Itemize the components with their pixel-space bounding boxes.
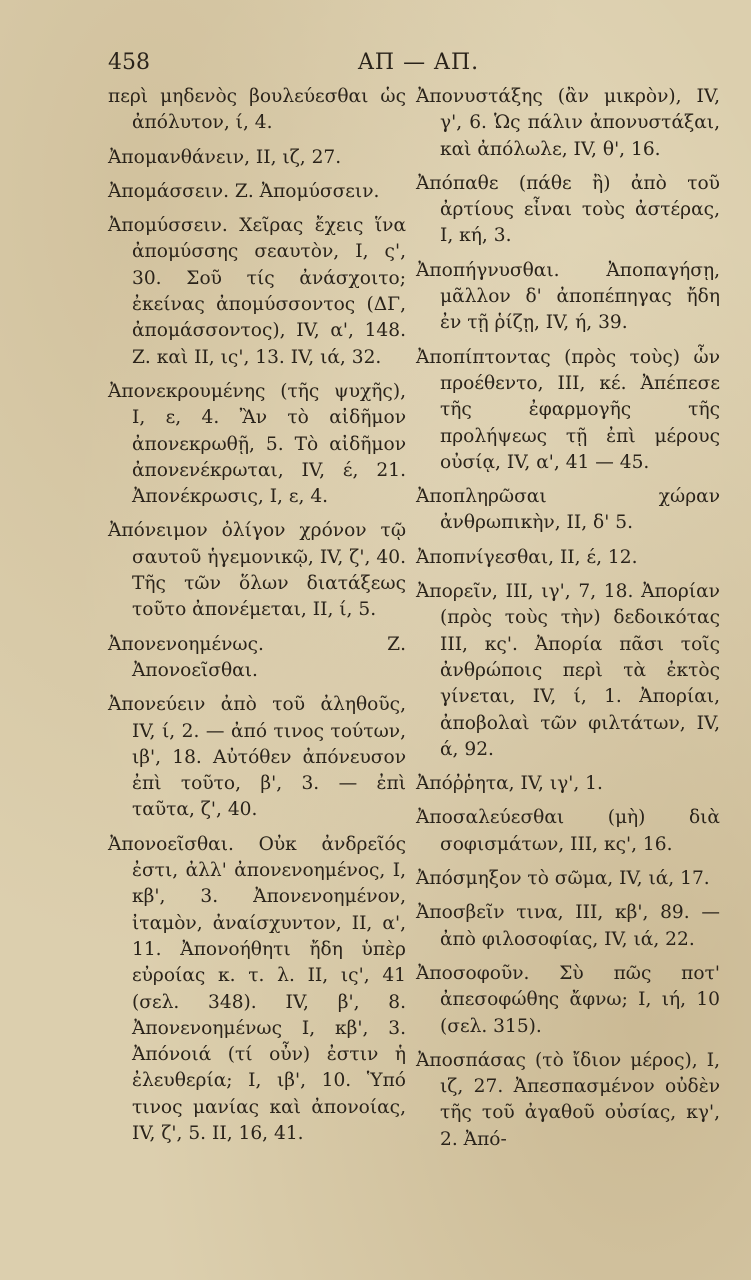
right-column — [416, 84, 720, 1161]
index-entry: Ἀπορεῖν, III, ιγ', 7, 18. Ἀπορίαν (πρὸς τοὺς τὴν) δεδοικότας III, κς'. Ἀπορία πᾶσι τοῖς ἀνθρώποις περὶ τὰ ἐκτὸς γίνεται, IV, ί, 1. Ἀπορίαι, ἀποβολαὶ τῶν φιλτάτων, IV, ά, 92. — [416, 581, 720, 760]
index-entry: Ἀποπνίγεσθαι, II, έ, 12. — [416, 546, 638, 568]
index-entry: Ἀπόῤῥητα, IV, ιγ', 1. — [416, 773, 603, 795]
index-entry: περὶ μηδενὸς βουλεύεσθαι ὡς ἀπόλυτον, ί, 4. — [108, 86, 406, 134]
index-entry: Ἀποσαλεύεσθαι (μὴ) διὰ σοφισμάτων, III, κς', 16. — [416, 807, 720, 855]
index-entry: Ἀπονενοημένως. Ζ. Ἀπονοεῖσθαι. — [108, 633, 406, 681]
index-entry: Ἀπόνειμον ὀλίγον χρόνον τῷ σαυτοῦ ἡγεμονικῷ, IV, ζ', 40. Τῆς τῶν ὅλων διατάξεως τοῦτο ἀπονέμεται, II, ί, 5. — [108, 520, 406, 621]
page-header — [108, 50, 708, 84]
index-entry: Ἀπομάσσειν. Ζ. Ἀπομύσσειν. — [108, 180, 380, 202]
index-entry: Ἀπονεκρουμένης (τῆς ψυχῆς), I, ε, 4. Ἂν τὸ αἰδῆμον ἀπονεκρωθῇ, 5. Τὸ αἰδῆμον ἀπονενέκρωται, IV, έ, 21. Ἀπονέκρωσις, I, ε, 4. — [108, 380, 406, 508]
index-entry: Ἀποπήγνυσθαι. Ἀποπαγήσῃ, μᾶλλον δ' ἀποπέπηγας ἤδη ἐν τῇ ῥίζῃ, IV, ή, 39. — [416, 259, 720, 334]
index-entry: Ἀπονοεῖσθαι. Οὐκ ἀνδρεῖός ἐστι, ἀλλ' ἀπονενοημένος, I, κβ', 3. Ἀπονενοημένον, ἰταμὸν, ἀναίσχυντον, II, α', 11. Ἀπονοήθητι ἤδη ὑπὲρ εὐροίας κ. τ. λ. II, ις', 41 (σελ. 348). IV, β', 8. Ἀπονενοημένως I, κβ', 3. Ἀπόνοιά (τί οὖν) ἐστιν ἡ ἐλευθερία; I, ιβ', 10. Ὑπό τινος μανίας καὶ ἀπονοίας, IV, ζ', 5. II, 16, 41. — [108, 833, 406, 1144]
left-column — [108, 84, 406, 1155]
index-entry: Ἀποσπάσας (τὸ ἴδιον μέρος), I, ιζ, 27. Ἀπεσπασμένον οὐδὲν τῆς τοῦ ἀγαθοῦ οὐσίας, κγ', 2. Ἀπό- — [416, 1049, 720, 1150]
index-entry: Ἀποπληρῶσαι χώραν ἀνθρωπικὴν, II, δ' 5. — [416, 486, 720, 534]
running-head: ΑΠ — ΑΠ. — [358, 50, 480, 75]
index-entry: Ἀποπίπτοντας (πρὸς τοὺς) ὧν προέθεντο, III, κέ. Ἀπέπεσε τῆς ἐφαρμογῆς τῆς προλήψεως τῇ ἐπὶ μέρους οὐσίᾳ, IV, α', 41 — 45. — [416, 346, 720, 473]
index-entry: Ἀποσοφοῦν. Σὺ πῶς ποτ' ἀπεσοφώθης ἄφνω; I, ιή, 10 (σελ. 315). — [416, 962, 720, 1037]
index-entry: Ἀπόπαθε (πάθε ἢ) ἀπὸ τοῦ ἀρτίους εἶναι τοὺς ἀστέρας, I, κή, 3. — [416, 172, 720, 247]
index-entry: Ἀπόσμηξον τὸ σῶμα, IV, ιά, 17. — [416, 868, 710, 890]
page-number: 458 — [108, 50, 150, 75]
index-entry: Ἀπονεύειν ἀπὸ τοῦ ἀληθοῦς, IV, ί, 2. — ἀπό τινος τούτων, ιβ', 18. Αὐτόθεν ἀπόνευσον ἐπὶ τοῦτο, β', 3. — ἐπὶ ταῦτα, ζ', 40. — [108, 694, 406, 821]
index-entry: Ἀποσβεῖν τινα, III, κβ', 89. — ἀπὸ φιλοσοφίας, IV, ιά, 22. — [416, 902, 720, 950]
index-entry: Ἀπομανθάνειν, II, ιζ, 27. — [108, 146, 342, 168]
index-entry: Ἀπονυστάξης (ἂν μικρὸν), IV, γ', 6. Ὡς πάλιν ἀπονυστάξαι, καὶ ἀπόλωλε, IV, θ', 16. — [416, 86, 720, 160]
index-entry: Ἀπομύσσειν. Χεῖρας ἔχεις ἵνα ἀπομύσσης σεαυτὸν, I, ς', 30. Σοῦ τίς ἀνάσχοιτο; ἐκείνας ἀπομύσσοντος (ΔΓ, ἀπομάσσοντος), IV, α', 148. Ζ. καὶ II, ις', 13. IV, ιά, 32. — [108, 215, 406, 368]
